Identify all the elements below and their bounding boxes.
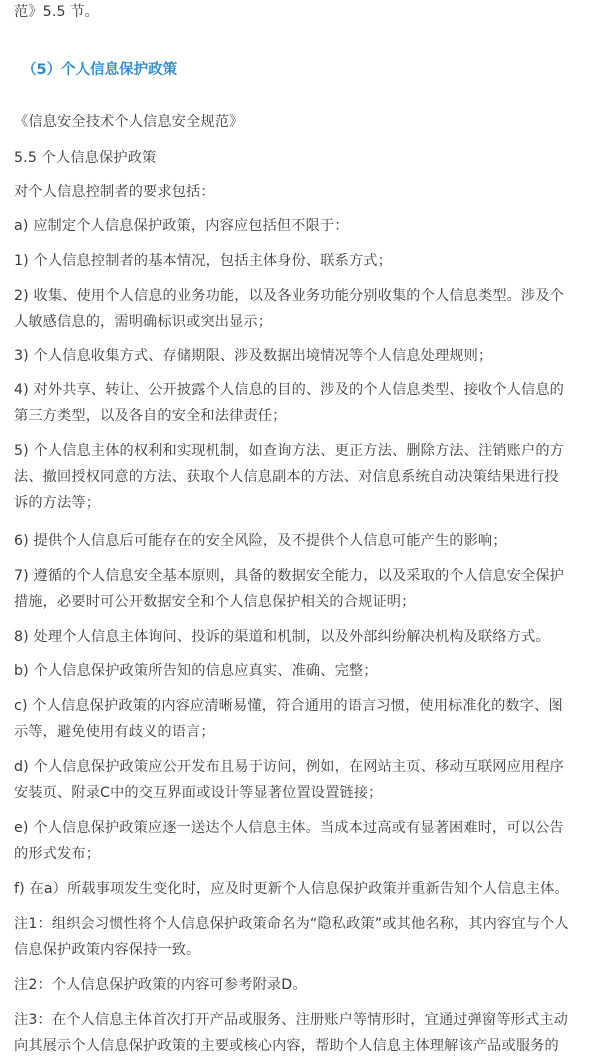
text-line: 人敏感信息的，需明确标识或突出显示； [14, 314, 273, 330]
text-line: 2) 收集、使用个人信息的业务功能，以及各业务功能分别收集的个人信息类型。涉及个 [14, 288, 565, 304]
text-line: 6) 提供个人信息后可能存在的安全风险，及不提供个人信息可能产生的影响； [14, 533, 507, 549]
text-line: 范》5.5 节。 [14, 4, 100, 20]
text-line: 措施，必要时可公开数据安全和个人信息保护相关的合规证明； [14, 594, 416, 610]
text-line: a) 应制定个人信息保护政策，内容应包括但不限于： [14, 218, 349, 234]
text-line: 第三方类型，以及各自的安全和法律责任； [14, 408, 287, 424]
text-line: 示等，避免使用有歧义的语言； [14, 724, 215, 740]
text-line: d) 个人信息保护政策应公开发布且易于访问，例如，在网站主页、移动互联网应用程序 [14, 759, 564, 775]
text-line: 《信息安全技术个人信息安全规范》 [14, 114, 244, 130]
text-line: 法、撤回授权同意的方法、获取个人信息副本的方法、对信息系统自动决策结果进行投 [14, 469, 559, 485]
text-line: 注3：在个人信息主体首次打开产品或服务、注册账户等情形时，宜通过弹窗等形式主动 [14, 1012, 569, 1028]
text-line: c) 个人信息保护政策的内容应清晰易懂，符合通用的语言习惯，使用标准化的数字、图 [14, 698, 563, 714]
text-line: e) 个人信息保护政策应逐一送达个人信息主体。当成本过高或有显著困难时，可以公告 [14, 820, 564, 836]
text-line: 3) 个人信息收集方式、存储期限、涉及数据出境情况等个人信息处理规则； [14, 348, 493, 364]
text-line: f) 在a）所载事项发生变化时，应及时更新个人信息保护政策并重新告知个人信息主体。 [14, 881, 569, 897]
text-line: 5.5 个人信息保护政策 [14, 150, 157, 166]
text-line: 诉的方法等； [14, 495, 101, 511]
text-line: 向其展示个人信息保护政策的主要或核心内容，帮助个人信息主体理解该产品或服务的 [14, 1038, 559, 1054]
text-line: 的形式发布； [14, 846, 101, 862]
text-line: 安装页、附录C中的交互界面或设计等显著位置设置链接； [14, 785, 383, 801]
text-line: 5) 个人信息主体的权利和实现机制，如查询方法、更正方法、删除方法、注销账户的方 [14, 443, 565, 459]
text-line: 4) 对外共享、转让、公开披露个人信息的目的、涉及的个人信息类型、接收个人信息的 [14, 382, 565, 398]
text-line: 8) 处理个人信息主体询问、投诉的渠道和机制，以及外部纠纷解决机构及联络方式。 [14, 629, 550, 645]
text-line: 对个人信息控制者的要求包括： [14, 184, 215, 200]
text-line: 注2：个人信息保护政策的内容可参考附录D。 [14, 977, 307, 993]
text-line: 注1：组织会习惯性将个人信息保护政策命名为“隐私政策”或其他名称，其内容宜与个人 [14, 916, 569, 932]
text-line: 1) 个人信息控制者的基本情况，包括主体身份、联系方式； [14, 253, 392, 269]
text-line: b) 个人信息保护政策所告知的信息应真实、准确、完整； [14, 663, 378, 679]
text-line: 7) 遵循的个人信息安全基本原则，具备的数据安全能力，以及采取的个人信息安全保护 [14, 568, 565, 584]
text-line: 信息保护政策内容保持一致。 [14, 942, 201, 958]
section-heading: （5）个人信息保护政策 [22, 62, 178, 78]
